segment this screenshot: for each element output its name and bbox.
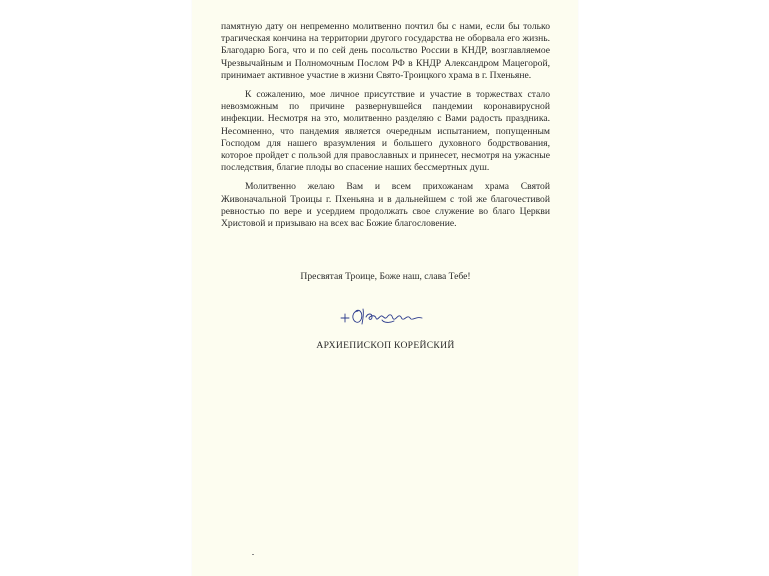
handwritten-signature	[338, 305, 438, 327]
paragraph-1: памятную дату он непременно молитвенно почтил бы с нами, если бы только трагическая кончина на территории другого государства не оборвала его жизнь. Благодарю Бога, что и по сей день посольство России в КНДР, возглавляемое Чрезвычайным и Полномочным Послом РФ в КНДР Александром Мацегорой, принимает активное участие в жизни Свято-Троицкого храма в г. Пхеньяне.	[221, 21, 550, 81]
paragraph-2: К сожалению, мое личное присутствие и участие в торжествах стало невозможным по причине развернувшейся пандемии коронавирусной инфекции. Несмотря на это, молитвенно разделяю с Вами радость праздника. Несомненно, что пандемия является очередным испытанием, попущенным Господом для нашего вразумления и большего духовного бодрствования, которое пройдет с пользой для православных и принесет, несмотря на ужасные последствия, благие плоды во спасение наших бессмертных душ.	[221, 89, 550, 174]
signer-title: АРХИЕПИСКОП КОРЕЙСКИЙ	[316, 340, 455, 351]
letter-body	[221, 21, 550, 237]
closing-salutation: Пресвятая Троице, Боже наш, слава Тебе!	[300, 271, 471, 282]
paragraph-3: Молитвенно желаю Вам и всем прихожанам храма Святой Живоначальной Троицы г. Пхеньяна и в дальнейшем с той же благочестивой ревностью по вере и усердием продолжать свое служение во благо Церкви Христовой и призываю на всех вас Божие благословение.	[221, 181, 550, 230]
letter-page	[192, 0, 578, 576]
scan-speck	[252, 554, 254, 555]
